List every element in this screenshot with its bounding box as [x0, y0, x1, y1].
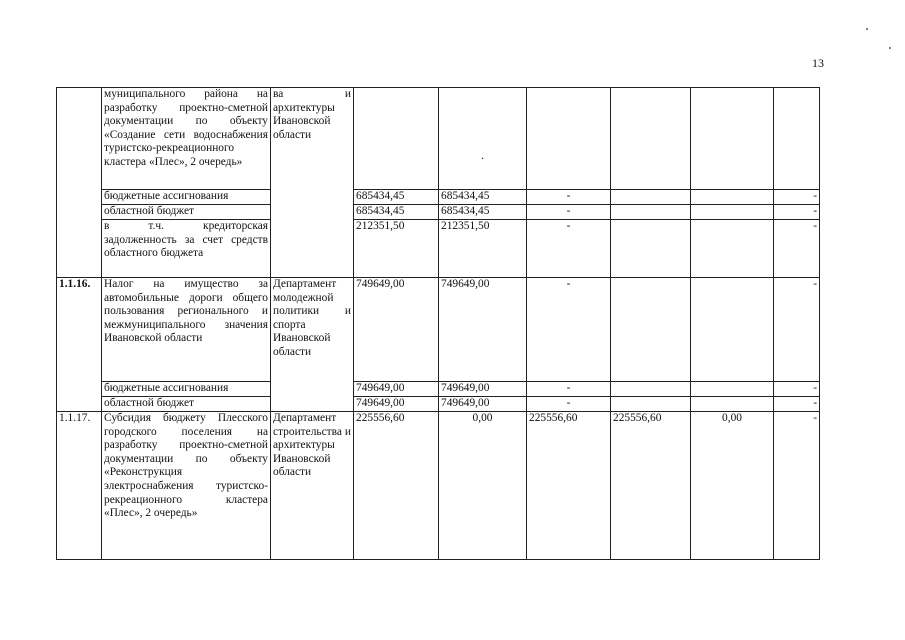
cell-value: -	[527, 397, 611, 412]
cell-value: -	[527, 382, 611, 397]
row-description: Субсидия бюджету Плесского городского поселения на разработку проектно-сметной документации по объекту «Реконструкция электроснабжения туристско-рекреационного кластера «Плес», 2 очередь»	[102, 412, 271, 560]
table-row	[57, 88, 820, 190]
row-description: Налог на имущество за автомобильные дороги общего пользования регионального и межмуниципального значения Ивановской области	[102, 278, 271, 382]
cell-value: 749649,00	[439, 278, 527, 382]
cell-value	[691, 278, 774, 382]
scan-speck	[889, 47, 891, 49]
cell-value: 749649,00	[439, 382, 527, 397]
table-row	[57, 220, 820, 278]
table-row	[57, 190, 820, 205]
cell-value	[691, 190, 774, 205]
cell-value: 0,00	[439, 412, 527, 560]
row-description: областной бюджет	[102, 397, 271, 412]
cell-value: -	[774, 220, 820, 278]
cell-value: 685434,45	[439, 190, 527, 205]
cell-value: -	[774, 412, 820, 560]
cell-value: 749649,00	[439, 397, 527, 412]
cell-value: 0,00	[691, 412, 774, 560]
cell-value: -	[774, 190, 820, 205]
row-organization: Департамент строительства и архитектуры Ивановской области	[271, 412, 354, 560]
cell-value	[691, 397, 774, 412]
cell-value: .	[439, 88, 527, 190]
cell-value	[611, 278, 691, 382]
cell-value: -	[774, 205, 820, 220]
scan-speck	[866, 28, 868, 30]
cell-value: 685434,45	[354, 205, 439, 220]
cell-value: 212351,50	[354, 220, 439, 278]
cell-value: -	[527, 190, 611, 205]
table-row	[57, 382, 820, 397]
cell-value: 685434,45	[354, 190, 439, 205]
cell-value	[611, 190, 691, 205]
cell-value: -	[527, 220, 611, 278]
cell-value	[691, 88, 774, 190]
cell-value	[611, 397, 691, 412]
cell-value	[691, 220, 774, 278]
cell-value	[774, 88, 820, 190]
cell-value	[691, 382, 774, 397]
row-organization: ва и архитектуры Ивановской области	[271, 88, 354, 278]
budget-table	[56, 87, 820, 560]
cell-value: 225556,60	[354, 412, 439, 560]
cell-value: 212351,50	[439, 220, 527, 278]
row-description: муниципального района на разработку проектно-сметной документации по объекту «Создание сети водоснабжения туристско-рекреационного кластера «Плес», 2 очередь»	[102, 88, 271, 190]
cell-value: 225556,60	[611, 412, 691, 560]
cell-value: 685434,45	[439, 205, 527, 220]
cell-value: -	[774, 382, 820, 397]
cell-value	[611, 382, 691, 397]
row-organization: Департамент молодежной политики и спорта Ивановской области	[271, 278, 354, 412]
row-description: бюджетные ассигнования	[102, 382, 271, 397]
table-row	[57, 412, 820, 560]
table-row	[57, 205, 820, 220]
cell-value: -	[774, 397, 820, 412]
cell-value	[691, 205, 774, 220]
row-code: 1.1.16.	[57, 278, 102, 412]
cell-value	[611, 220, 691, 278]
cell-value: 749649,00	[354, 397, 439, 412]
cell-value: 225556,60	[527, 412, 611, 560]
row-code	[57, 88, 102, 278]
cell-value	[354, 88, 439, 190]
cell-value: 749649,00	[354, 382, 439, 397]
row-description: в т.ч. кредиторская задолженность за счет средств областного бюджета	[102, 220, 271, 278]
row-description: бюджетные ассигнования	[102, 190, 271, 205]
cell-value	[611, 205, 691, 220]
table-row	[57, 278, 820, 382]
row-code: 1.1.17.	[57, 412, 102, 560]
cell-value	[527, 88, 611, 190]
page-number: 13	[812, 56, 824, 70]
cell-value: -	[774, 278, 820, 382]
row-description: областной бюджет	[102, 205, 271, 220]
cell-value: 749649,00	[354, 278, 439, 382]
table-row	[57, 397, 820, 412]
cell-value	[611, 88, 691, 190]
cell-value: -	[527, 205, 611, 220]
cell-value: -	[527, 278, 611, 382]
